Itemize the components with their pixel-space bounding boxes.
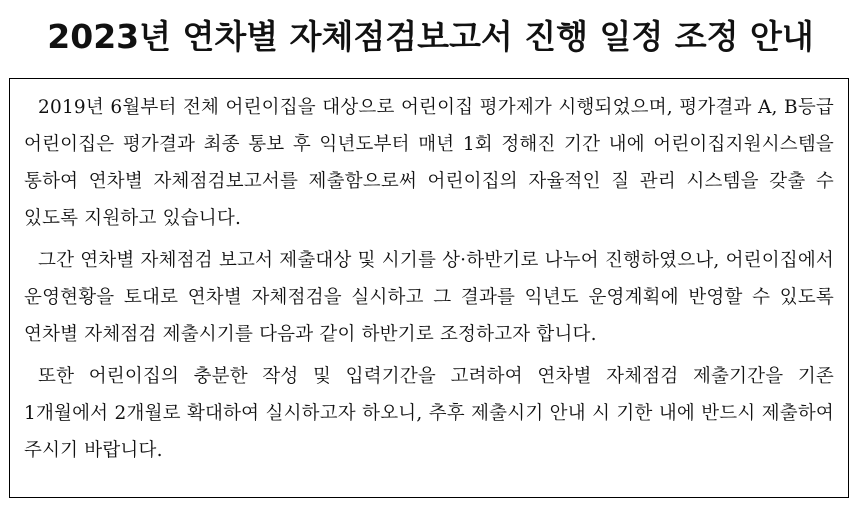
notice-title: 2023년 연차별 자체점검보고서 진행 일정 조정 안내 [47,17,814,56]
notice-paragraph-schedule-change: 그간 연차별 자체점검 보고서 제출대상 및 시기를 상·하반기로 나누어 진행하였으나, 어린이집에서 운영현황을 토대로 연차별 자체점검을 실시하고 그 결과를 익년도 운영계획에 반영할 수 있도록 연차별 자체점검 제출시기를 다음과 같이 하반기로 조정하고자 합니다. [24,250,834,345]
notice-paragraph-background: 2019년 6월부터 전체 어린이집을 대상으로 어린이집 평가제가 시행되었으며, 평가결과 A, B등급 어린이집은 평가결과 최종 통보 후 익년도부터 매년 1회 정해진 기간 내에 어린이집지원시스템을 통하여 연차별 자체점검보고서를 제출함으로써 어린이집의 자율적인 질 관리 시스템을 갖출 수 있도록 지원하고 있습니다. [24,97,834,229]
notice-body-box [9,78,849,498]
notice-paragraph-period-extension: 또한 어린이집의 충분한 작성 및 입력기간을 고려하여 연차별 자체점검 제출기간을 기존 1개월에서 2개월로 확대하여 실시하고자 하오니, 추후 제출시기 안내 시 기한 내에 반드시 제출하여 주시기 바랍니다. [24,366,834,461]
